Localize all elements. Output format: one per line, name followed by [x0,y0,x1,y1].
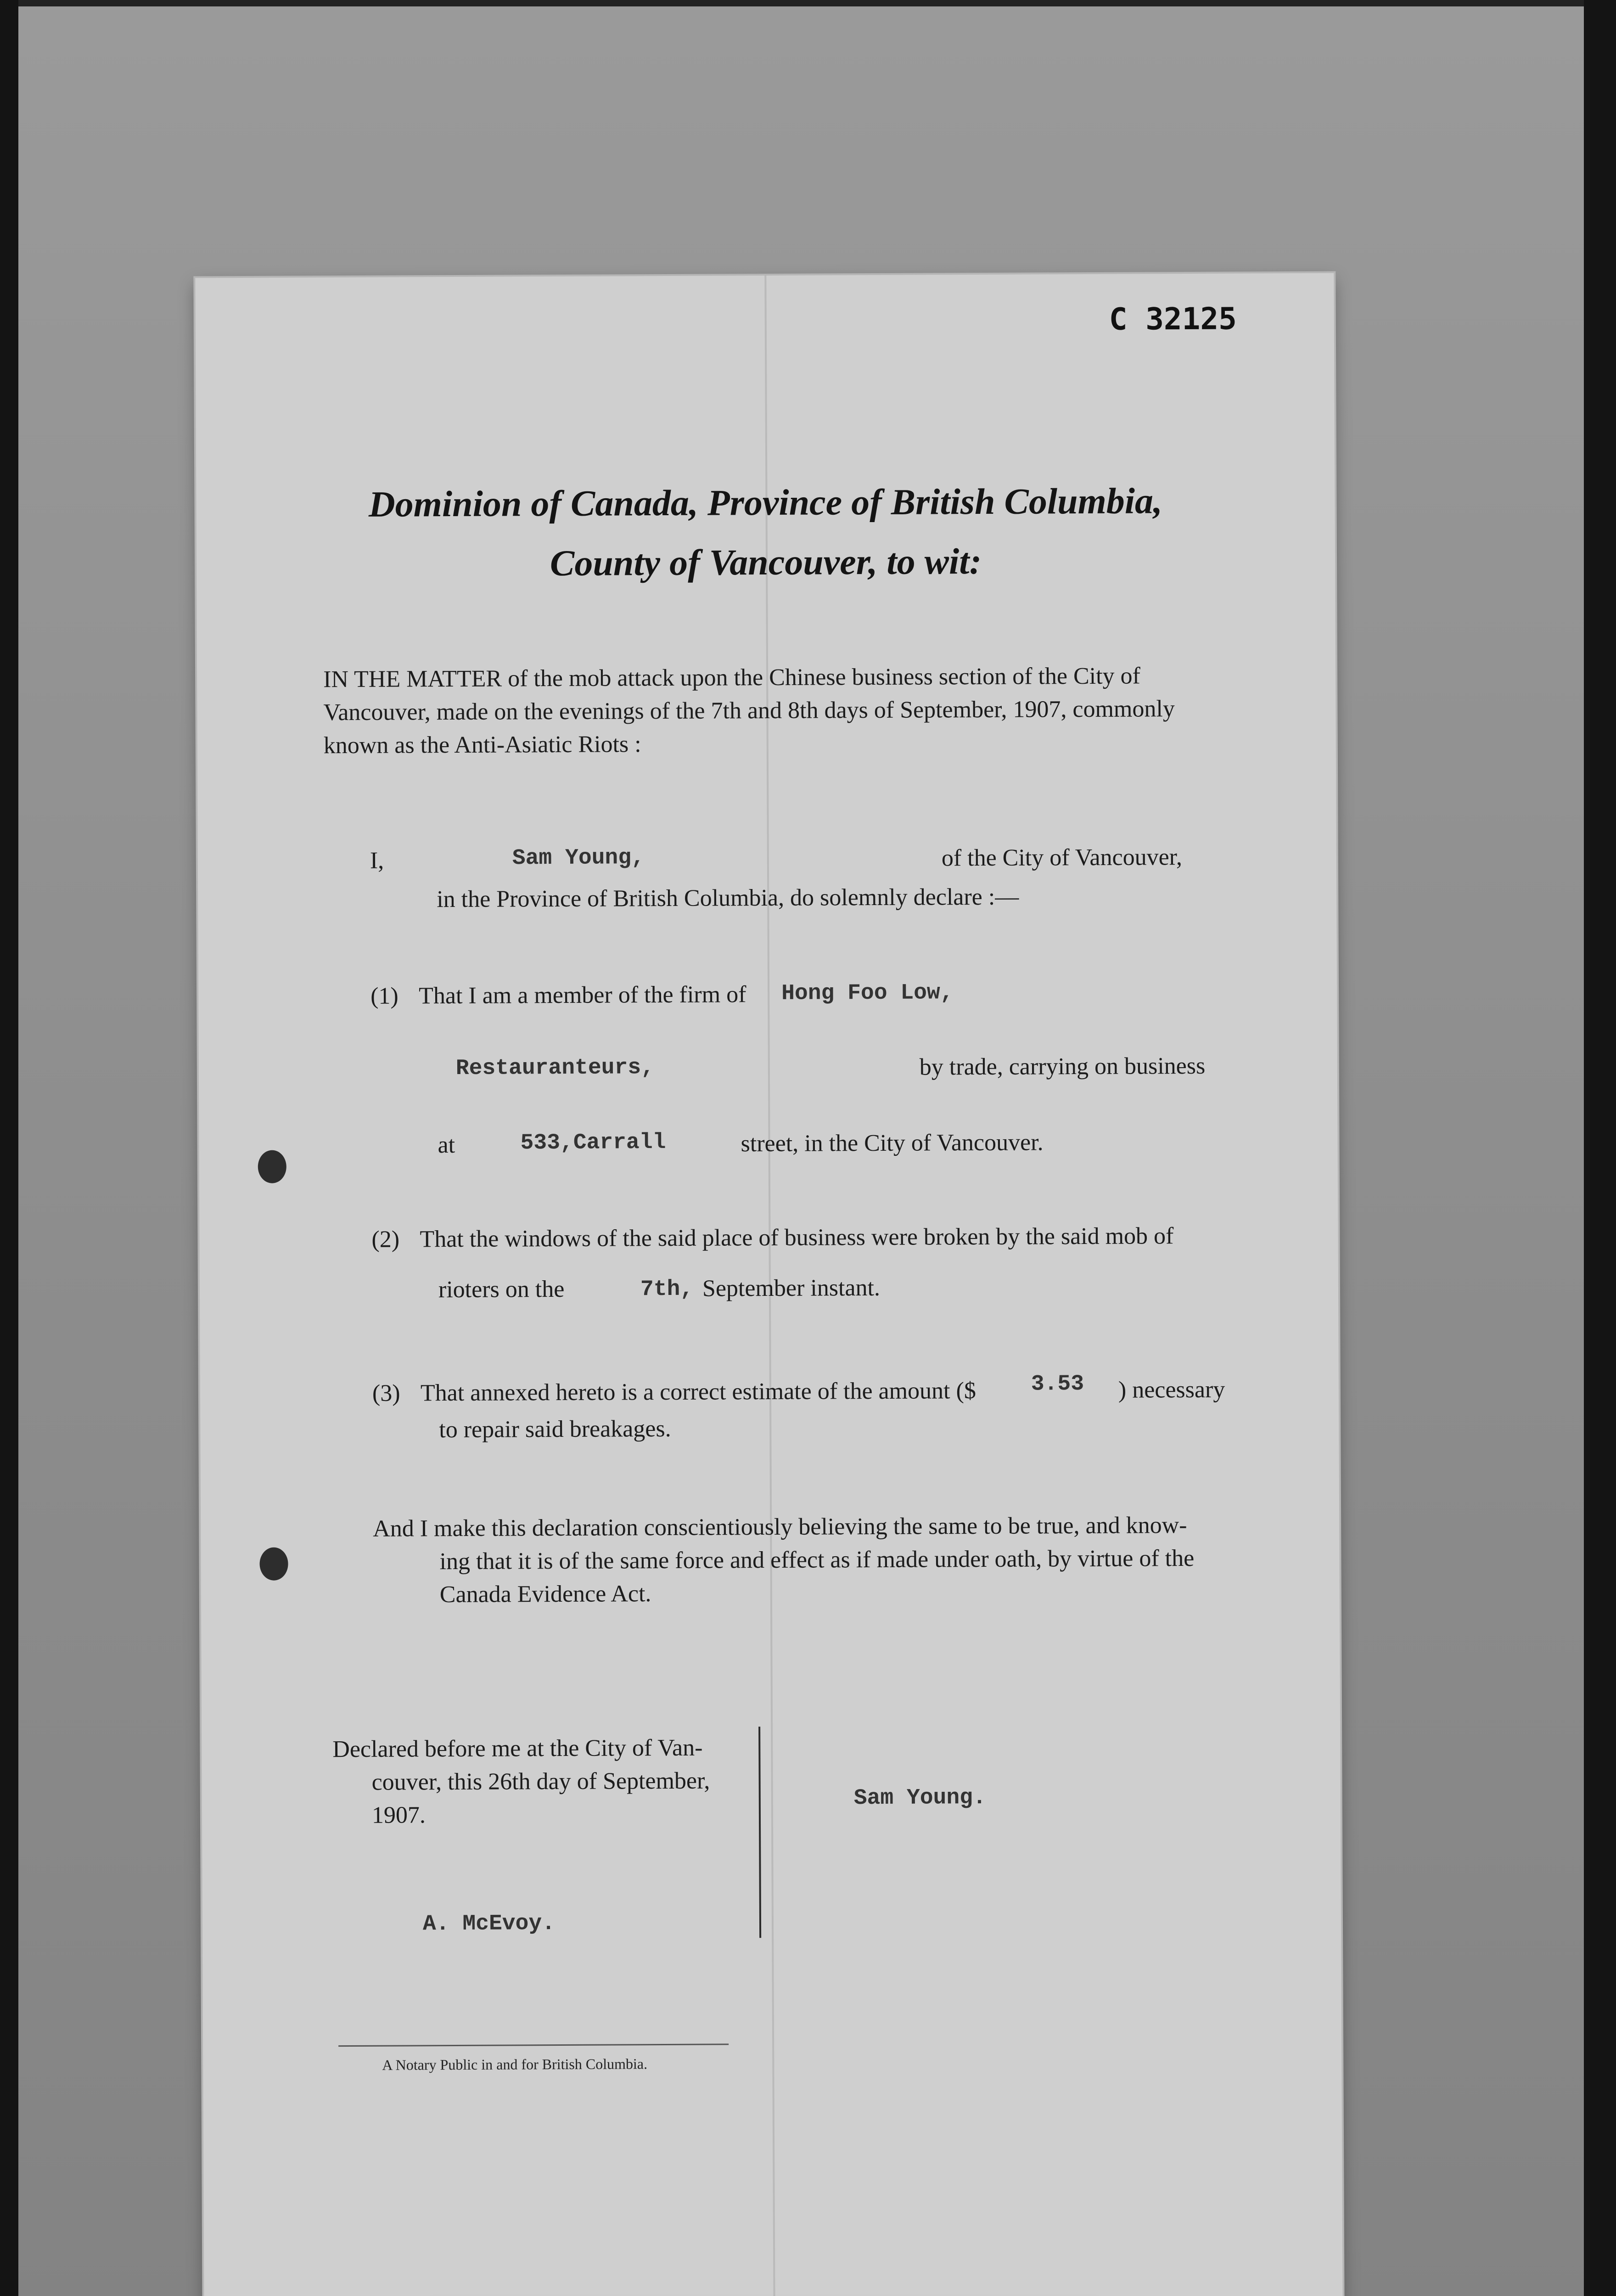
riot-date: 7th, [640,1277,694,1302]
notary-signature: A. McEvoy. [422,1911,556,1937]
clause-1-number: (1) [370,983,398,1009]
firm-name: Hong Foo Low, [781,980,954,1006]
business-address: 533,Carrall [520,1130,666,1156]
declarant-province: in the Province of British Columbia, do solemnly declare :— [437,884,1019,913]
declared-before-line-2: couver, this 26th day of September, [371,1767,710,1795]
film-edge-top [0,0,1616,6]
serial-number: C 32125 [1109,301,1237,337]
title-line-2: County of Vancouver, to wit: [550,541,982,584]
notary-signature-line [338,2043,729,2047]
film-edge-left [0,0,18,2296]
matter-line-3: known as the Anti-Asiatic Riots : [323,731,641,759]
clause-2-number: (2) [371,1226,400,1253]
clause-2-suffix: September instant. [702,1274,881,1302]
matter-line-2: Vancouver, made on the evenings of the 7th and 8th days of September, 1907, commonly [323,696,1175,726]
declaration-line-1: And I make this declaration conscientiously believing the same to be true, and know- [373,1512,1187,1542]
declarant-prefix: I, [370,847,384,874]
declarant-signature: Sam Young. [853,1785,986,1811]
title-line-1: Dominion of Canada, Province of British Columbia, [368,481,1163,525]
address-suffix: street, in the City of Vancouver. [741,1129,1044,1157]
notary-caption: A Notary Public in and for British Columbia. [382,2055,648,2073]
declarant-name: Sam Young, [512,845,645,871]
clause-1-text: That I am a member of the firm of [419,981,746,1009]
declaration-line-3: Canada Evidence Act. [439,1581,651,1608]
punch-hole-upper [258,1150,286,1183]
clause-3-number: (3) [372,1380,400,1407]
clause-3-text: That annexed hereto is a correct estimate of the amount ($ [420,1378,976,1407]
clause-3-line-2: to repair said breakages. [439,1415,671,1443]
declared-before-line-3: 1907. [371,1802,426,1829]
signature-divider [758,1727,761,1938]
declaration-document [195,273,1342,2296]
declared-before-line-1: Declared before me at the City of Van- [332,1734,703,1763]
clause-2-line-1: That the windows of the said place of business were broken by the said mob of [420,1223,1174,1253]
declaration-line-2: ing that it is of the same force and effect as if made under oath, by virtue of the [439,1545,1195,1575]
clause-2-prefix: rioters on the [438,1276,565,1303]
film-edge-right [1584,0,1616,2296]
trade-suffix: by trade, carrying on business [919,1052,1206,1080]
at-label: at [438,1131,455,1159]
trade: Restauranteurs, [455,1055,655,1081]
clause-3-end: ) necessary [1118,1376,1225,1403]
matter-line-1: IN THE MATTER of the mob attack upon the Chinese business section of the City of [323,663,1141,693]
declarant-city: of the City of Vancouver, [941,844,1183,872]
punch-hole-lower [259,1548,288,1581]
repair-amount: 3.53 [1031,1372,1084,1397]
